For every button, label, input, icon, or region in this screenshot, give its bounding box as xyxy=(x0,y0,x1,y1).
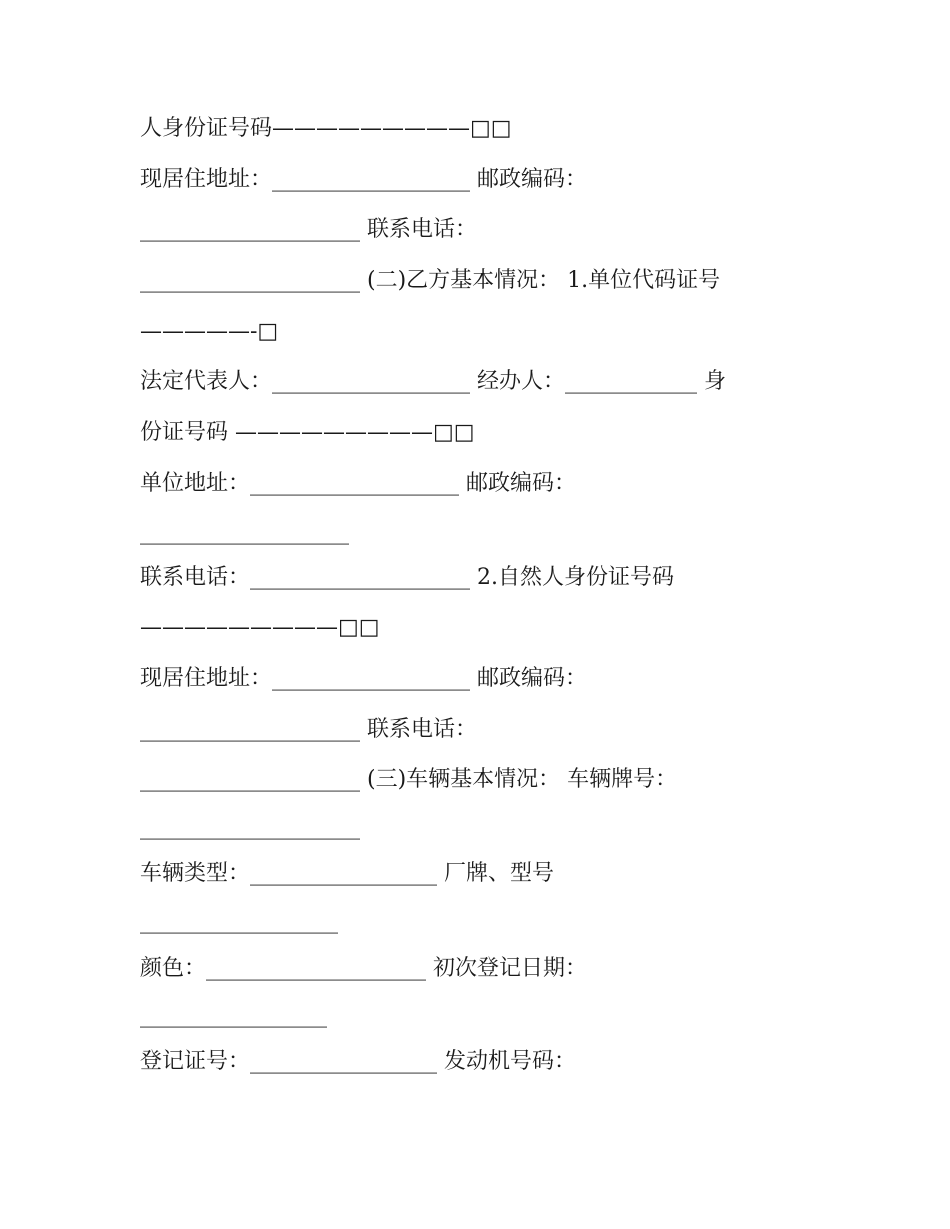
text-line: 车辆类型：_________________ 厂牌、型号 xyxy=(140,861,554,886)
text-line: 联系电话：____________________ 2.自然人身份证号码 xyxy=(140,565,674,590)
text-line: _________________ xyxy=(140,1003,327,1028)
text-line: 法定代表人：__________________ 经办人：____________ 身 xyxy=(140,369,726,394)
text-line: ____________________ xyxy=(140,815,360,840)
text-line: —————-□ xyxy=(140,319,279,344)
text-line: 单位地址：___________________ 邮政编码： xyxy=(140,471,576,496)
text-line: ____________________ 联系电话： xyxy=(140,717,477,742)
text-line: 人身份证号码—————————□□ xyxy=(140,116,512,141)
text-line: __________________ xyxy=(140,909,338,934)
text-line: ____________________ 联系电话： xyxy=(140,217,477,242)
text-line: ____________________ (三)车辆基本情况： 车辆牌号： xyxy=(140,767,678,792)
text-line: 现居住地址：__________________ 邮政编码： xyxy=(140,666,587,691)
text-line: ___________________ xyxy=(140,520,349,545)
text-line: 颜色：____________________ 初次登记日期： xyxy=(140,956,587,981)
text-line: 份证号码 —————————□□ xyxy=(140,420,475,445)
text-line: 现居住地址：__________________ 邮政编码： xyxy=(140,167,587,192)
text-line: 登记证号：_________________ 发动机号码： xyxy=(140,1049,576,1074)
text-line: —————————□□ xyxy=(140,615,380,640)
text-line: ____________________ (二)乙方基本情况： 1.单位代码证号 xyxy=(140,268,721,293)
